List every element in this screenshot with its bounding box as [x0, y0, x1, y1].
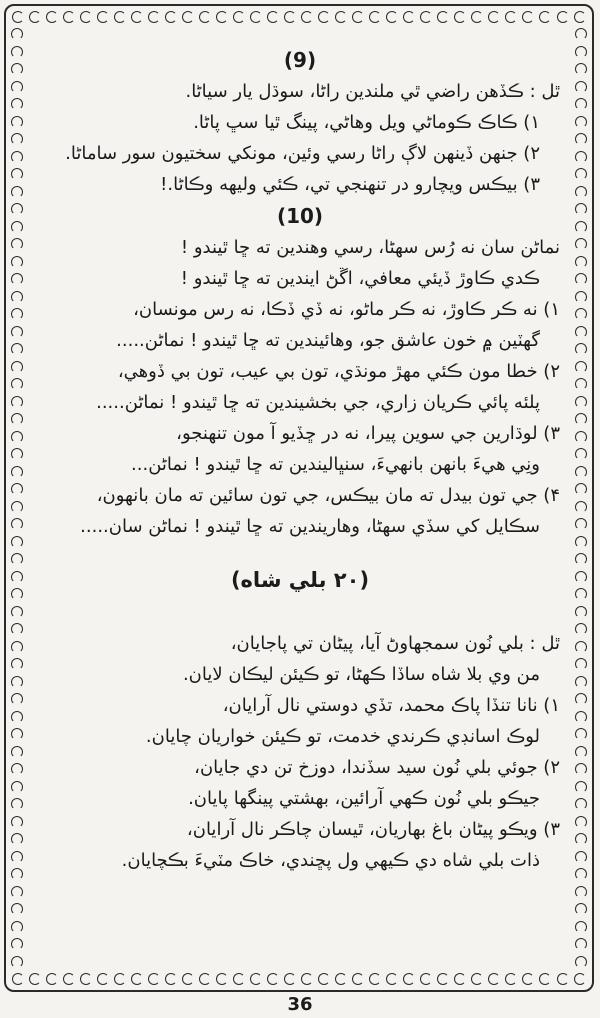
curl-ornament-icon	[11, 326, 23, 338]
curl-ornament-icon	[11, 851, 23, 863]
curl-ornament-icon	[575, 938, 587, 950]
curl-ornament-icon	[437, 973, 449, 985]
curl-ornament-icon	[11, 798, 23, 810]
curl-ornament-icon	[575, 116, 587, 128]
curl-ornament-icon	[11, 28, 23, 40]
curl-ornament-icon	[539, 973, 551, 985]
curl-ornament-icon	[454, 973, 466, 985]
poem-9-number: (9)	[283, 48, 317, 72]
curl-ornament-icon	[575, 606, 587, 618]
curl-ornament-icon	[335, 11, 347, 23]
curl-ornament-icon	[11, 956, 23, 968]
poem-10-line: پلئه پائي ڪريان زاري، جي بخشيندين ته ڇا ٿيندو ! نماڻن.....	[96, 392, 540, 413]
section-20-line: ذات بلي شاه دي ڪيهي ول پڇندي، خاڪ مٽيءَ بڪچايان.	[121, 850, 540, 871]
curl-ornament-icon	[574, 973, 586, 985]
curl-ornament-icon	[11, 658, 23, 670]
poem-10-line: گهٽين ۾ خون عاشق جو، وهائيندين ته ڇا ٿيندو ! نماڻن.....	[116, 330, 540, 351]
curl-ornament-icon	[575, 798, 587, 810]
curl-ornament-icon	[11, 361, 23, 373]
poem-9-line: ۲) جنهن ڏينهن لاڳ راڻا رسي وئين، مونکي سختيون سور ساماڻا.	[65, 143, 540, 164]
curl-ornament-icon	[575, 431, 587, 443]
curl-ornament-icon	[575, 63, 587, 75]
curl-ornament-icon	[471, 11, 483, 23]
curl-ornament-icon	[575, 98, 587, 110]
curl-ornament-icon	[12, 11, 24, 23]
border-ornament-left	[8, 28, 26, 968]
curl-ornament-icon	[301, 11, 313, 23]
curl-ornament-icon	[575, 326, 587, 338]
curl-ornament-icon	[148, 973, 160, 985]
curl-ornament-icon	[182, 11, 194, 23]
curl-ornament-icon	[575, 623, 587, 635]
curl-ornament-icon	[11, 466, 23, 478]
curl-ornament-icon	[575, 903, 587, 915]
curl-ornament-icon	[267, 11, 279, 23]
curl-ornament-icon	[575, 501, 587, 513]
curl-ornament-icon	[131, 973, 143, 985]
curl-ornament-icon	[575, 693, 587, 705]
curl-ornament-icon	[11, 63, 23, 75]
curl-ornament-icon	[471, 973, 483, 985]
curl-ornament-icon	[11, 133, 23, 145]
curl-ornament-icon	[114, 11, 126, 23]
curl-ornament-icon	[11, 693, 23, 705]
border-ornament-right	[572, 28, 590, 968]
curl-ornament-icon	[575, 728, 587, 740]
curl-ornament-icon	[11, 763, 23, 775]
curl-ornament-icon	[575, 956, 587, 968]
curl-ornament-icon	[11, 308, 23, 320]
curl-ornament-icon	[11, 396, 23, 408]
curl-ornament-icon	[11, 431, 23, 443]
curl-ornament-icon	[575, 238, 587, 250]
curl-ornament-icon	[199, 11, 211, 23]
poem-9-line: ۳) بيڪس ويچارو در تنهنجي تي، ڪئي وليهه وڪاڻا.!	[160, 174, 540, 195]
curl-ornament-icon	[403, 11, 415, 23]
curl-ornament-icon	[11, 448, 23, 460]
curl-ornament-icon	[575, 256, 587, 268]
curl-ornament-icon	[11, 728, 23, 740]
border-ornament-top	[12, 8, 586, 26]
page-number: 36	[287, 994, 313, 1015]
curl-ornament-icon	[386, 11, 398, 23]
curl-ornament-icon	[11, 483, 23, 495]
curl-ornament-icon	[97, 11, 109, 23]
curl-ornament-icon	[11, 256, 23, 268]
curl-ornament-icon	[29, 11, 41, 23]
curl-ornament-icon	[11, 273, 23, 285]
poem-9-line: ۱) ڪاڪ ڪوماڻي ويل وهاڻي، پينگ ٿيا سڀ پاڻا.	[193, 112, 540, 133]
curl-ornament-icon	[575, 553, 587, 565]
curl-ornament-icon	[575, 763, 587, 775]
poem-10	[40, 232, 560, 542]
curl-ornament-icon	[11, 116, 23, 128]
curl-ornament-icon	[11, 46, 23, 58]
curl-ornament-icon	[575, 588, 587, 600]
curl-ornament-icon	[575, 536, 587, 548]
poem-10-line: ۱) نه ڪر ڪاوڙ، نه ڪر ماڻو، نه ڏي ڏڪا، نه رس مونسان،	[133, 299, 560, 320]
section-20-line: ٿل : بلي نُون سمجهاوڻ آيا، پيڻان تي پاجايان،	[230, 633, 560, 654]
curl-ornament-icon	[575, 343, 587, 355]
curl-ornament-icon	[216, 973, 228, 985]
curl-ornament-icon	[131, 11, 143, 23]
curl-ornament-icon	[148, 11, 160, 23]
section-20-title: (۲۰ بلي شاه)	[230, 568, 370, 592]
curl-ornament-icon	[11, 238, 23, 250]
curl-ornament-icon	[284, 11, 296, 23]
curl-ornament-icon	[11, 98, 23, 110]
curl-ornament-icon	[575, 396, 587, 408]
curl-ornament-icon	[11, 221, 23, 233]
curl-ornament-icon	[46, 973, 58, 985]
curl-ornament-icon	[97, 973, 109, 985]
section-20-line: ۱) نانا تنڏا پاڪ محمد، تڏي دوستي نال آرايان،	[222, 695, 560, 716]
curl-ornament-icon	[557, 973, 569, 985]
curl-ornament-icon	[233, 973, 245, 985]
curl-ornament-icon	[11, 291, 23, 303]
curl-ornament-icon	[11, 553, 23, 565]
poem-10-line: ڪدي ڪاوڙ ڏيئي معافي، اڱڻ ايندين ته ڇا ٿيندو !	[180, 268, 540, 289]
curl-ornament-icon	[420, 973, 432, 985]
curl-ornament-icon	[250, 11, 262, 23]
curl-ornament-icon	[63, 11, 75, 23]
poem-10-line: سڪايل کي سڏي سهڻا، وهاريندين ته ڇا ٿيندو ! نماڻن سان.....	[80, 516, 540, 537]
poem-10-line: ۲) خطا مون ڪئي مهڙ مونڌي، تون بي عيب، تون بي ڏوهي،	[117, 361, 560, 382]
curl-ornament-icon	[11, 623, 23, 635]
curl-ornament-icon	[575, 781, 587, 793]
curl-ornament-icon	[11, 81, 23, 93]
curl-ornament-icon	[352, 11, 364, 23]
curl-ornament-icon	[11, 711, 23, 723]
curl-ornament-icon	[11, 676, 23, 688]
section-20-line: جيڪو بلي نُون ڪهي آرائين، بهشتي پينگها پايان.	[188, 788, 540, 809]
curl-ornament-icon	[11, 816, 23, 828]
curl-ornament-icon	[575, 378, 587, 390]
curl-ornament-icon	[369, 11, 381, 23]
curl-ornament-icon	[11, 518, 23, 530]
section-20-line: من وي بلا شاه ساڏا ڪهڻا، تو ڪيئن ليڪان لايان.	[182, 664, 540, 685]
curl-ornament-icon	[11, 833, 23, 845]
curl-ornament-icon	[301, 973, 313, 985]
curl-ornament-icon	[11, 588, 23, 600]
curl-ornament-icon	[575, 483, 587, 495]
curl-ornament-icon	[505, 973, 517, 985]
curl-ornament-icon	[575, 81, 587, 93]
curl-ornament-icon	[11, 571, 23, 583]
curl-ornament-icon	[165, 973, 177, 985]
curl-ornament-icon	[403, 973, 415, 985]
section-20-line: ۳) ويڪو پيڻان باغ بهاريان، ٿيسان چاڪر نال آرايان،	[186, 819, 560, 840]
curl-ornament-icon	[11, 413, 23, 425]
curl-ornament-icon	[575, 851, 587, 863]
curl-ornament-icon	[11, 343, 23, 355]
curl-ornament-icon	[267, 973, 279, 985]
curl-ornament-icon	[575, 186, 587, 198]
curl-ornament-icon	[575, 133, 587, 145]
curl-ornament-icon	[575, 151, 587, 163]
curl-ornament-icon	[199, 973, 211, 985]
curl-ornament-icon	[488, 11, 500, 23]
curl-ornament-icon	[575, 658, 587, 670]
curl-ornament-icon	[505, 11, 517, 23]
curl-ornament-icon	[420, 11, 432, 23]
curl-ornament-icon	[369, 973, 381, 985]
section-spacer	[40, 610, 560, 628]
curl-ornament-icon	[80, 11, 92, 23]
curl-ornament-icon	[11, 868, 23, 880]
poem-10-line: نماڻن سان نه رُس سهڻا، رسي وهندين ته ڇا ٿيندو !	[180, 237, 560, 258]
curl-ornament-icon	[575, 921, 587, 933]
curl-ornament-icon	[11, 606, 23, 618]
poem-10-line: ۳) لوڌارين جي سوين پيرا، نه در ڇڏيو آ مون تنهنجو،	[176, 423, 560, 444]
curl-ornament-icon	[250, 973, 262, 985]
curl-ornament-icon	[11, 378, 23, 390]
curl-ornament-icon	[575, 886, 587, 898]
curl-ornament-icon	[114, 973, 126, 985]
curl-ornament-icon	[165, 11, 177, 23]
curl-ornament-icon	[575, 868, 587, 880]
section-20-line: ۲) جوئي بلي نُون سيد سڏندا، دوزخ تن دي جايان،	[194, 757, 560, 778]
curl-ornament-icon	[575, 221, 587, 233]
curl-ornament-icon	[11, 781, 23, 793]
curl-ornament-icon	[575, 413, 587, 425]
section-20-poem	[40, 628, 560, 876]
curl-ornament-icon	[11, 168, 23, 180]
border-ornament-bottom	[12, 970, 586, 988]
curl-ornament-icon	[522, 11, 534, 23]
curl-ornament-icon	[574, 11, 586, 23]
curl-ornament-icon	[575, 518, 587, 530]
curl-ornament-icon	[11, 501, 23, 513]
curl-ornament-icon	[11, 536, 23, 548]
curl-ornament-icon	[12, 973, 24, 985]
curl-ornament-icon	[318, 973, 330, 985]
curl-ornament-icon	[318, 11, 330, 23]
curl-ornament-icon	[575, 361, 587, 373]
curl-ornament-icon	[539, 11, 551, 23]
curl-ornament-icon	[575, 291, 587, 303]
curl-ornament-icon	[575, 466, 587, 478]
curl-ornament-icon	[575, 833, 587, 845]
poem-9	[40, 76, 560, 200]
poem-10-line: ونِي هيءَ بانهن بانهيءَ، سنڀاليندين ته ڇا ٿيندو ! نماڻن...	[131, 454, 540, 475]
curl-ornament-icon	[575, 676, 587, 688]
curl-ornament-icon	[46, 11, 58, 23]
curl-ornament-icon	[11, 641, 23, 653]
curl-ornament-icon	[575, 46, 587, 58]
section-20-line: لوڪ اسانڊي ڪرندي خدمت، تو ڪيئن خواريان چايان.	[145, 726, 540, 747]
curl-ornament-icon	[575, 571, 587, 583]
page-content	[40, 44, 560, 876]
curl-ornament-icon	[386, 973, 398, 985]
curl-ornament-icon	[437, 11, 449, 23]
curl-ornament-icon	[575, 641, 587, 653]
curl-ornament-icon	[522, 973, 534, 985]
curl-ornament-icon	[216, 11, 228, 23]
poem-9-line: ٿل : ڪڏهن راضي ٿي ملندين راڻا، سوڌل يار سياڻا.	[185, 81, 560, 102]
curl-ornament-icon	[335, 973, 347, 985]
curl-ornament-icon	[11, 938, 23, 950]
curl-ornament-icon	[284, 973, 296, 985]
curl-ornament-icon	[11, 903, 23, 915]
curl-ornament-icon	[11, 151, 23, 163]
curl-ornament-icon	[233, 11, 245, 23]
curl-ornament-icon	[575, 203, 587, 215]
curl-ornament-icon	[575, 711, 587, 723]
curl-ornament-icon	[575, 308, 587, 320]
curl-ornament-icon	[454, 11, 466, 23]
curl-ornament-icon	[182, 973, 194, 985]
curl-ornament-icon	[11, 921, 23, 933]
curl-ornament-icon	[575, 168, 587, 180]
curl-ornament-icon	[557, 11, 569, 23]
poem-10-line: ۴) جي تون بيدل ته مان بيڪس، جي تون سائين ته مان بانهون،	[96, 485, 560, 506]
curl-ornament-icon	[575, 28, 587, 40]
curl-ornament-icon	[575, 816, 587, 828]
curl-ornament-icon	[80, 973, 92, 985]
curl-ornament-icon	[63, 973, 75, 985]
curl-ornament-icon	[352, 973, 364, 985]
curl-ornament-icon	[575, 273, 587, 285]
curl-ornament-icon	[29, 973, 41, 985]
curl-ornament-icon	[11, 886, 23, 898]
curl-ornament-icon	[575, 448, 587, 460]
curl-ornament-icon	[11, 186, 23, 198]
curl-ornament-icon	[11, 746, 23, 758]
curl-ornament-icon	[575, 746, 587, 758]
poem-10-number: (10)	[276, 204, 324, 228]
curl-ornament-icon	[11, 203, 23, 215]
curl-ornament-icon	[488, 973, 500, 985]
